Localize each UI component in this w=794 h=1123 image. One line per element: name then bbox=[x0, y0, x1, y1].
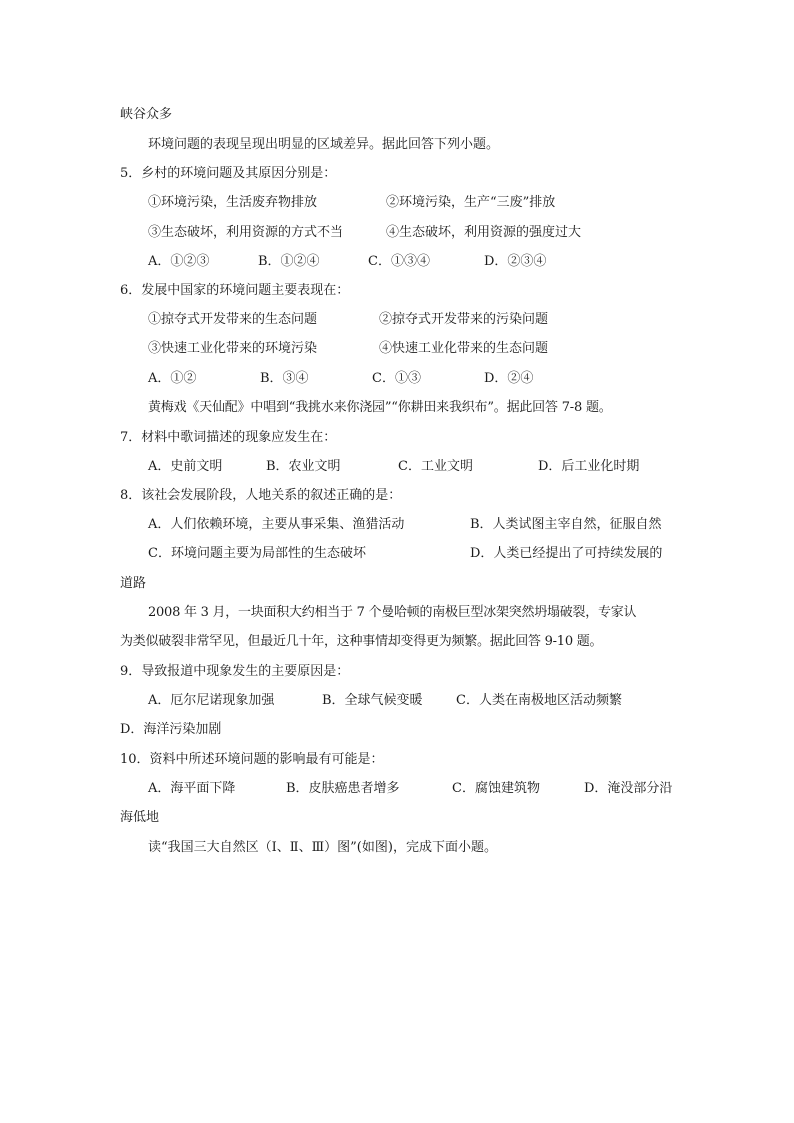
map-question-intro: 读“我国三大自然区（Ⅰ、Ⅱ、Ⅲ）图”(如图)，完成下面小题。 bbox=[148, 840, 497, 855]
q8-choice-d: D．人类已经提出了可持续发展的 bbox=[470, 546, 663, 561]
q7-choice-d: D．后工业化时期 bbox=[538, 459, 640, 474]
q10-choice-d-continued: 海低地 bbox=[120, 810, 160, 825]
q5-choice-b: B．①②④ bbox=[258, 254, 320, 269]
q6-choice-d: D．②④ bbox=[484, 371, 534, 386]
q6-choice-c: C．①③ bbox=[372, 371, 421, 386]
q5-choice-a: A．①②③ bbox=[148, 254, 210, 269]
q8-choice-d-continued: 道路 bbox=[120, 576, 147, 591]
question-6: 6．发展中国家的环境问题主要表现在： bbox=[120, 283, 350, 298]
q8-choice-b: B．人类试图主宰自然，征服自然 bbox=[470, 517, 662, 532]
q9-choice-c: C．人类在南极地区活动频繁 bbox=[456, 693, 622, 708]
q9-choice-a: A．厄尔尼诺现象加强 bbox=[148, 693, 275, 708]
q5-choice-c: C．①③④ bbox=[368, 254, 430, 269]
q7-choice-b: B．农业文明 bbox=[266, 459, 341, 474]
question-5: 5．乡村的环境问题及其原因分别是： bbox=[120, 166, 337, 181]
q5-choice-d: D．②③④ bbox=[484, 254, 547, 269]
intro-paragraph: 环境问题的表现呈现出明显的区域差异。据此回答下列小题。 bbox=[148, 137, 500, 152]
text-line: 峡谷众多 bbox=[120, 107, 173, 122]
q8-choice-a: A．人们依赖环境，主要从事采集、渔猎活动 bbox=[148, 517, 405, 532]
intro-7-8: 黄梅戏《天仙配》中唱到“我挑水来你浇园”“你耕田来我织布”。据此回答 7-8 题。 bbox=[148, 400, 612, 415]
q6-option-3: ③快速工业化带来的环境污染 bbox=[148, 341, 318, 356]
q6-option-2: ②掠夺式开发带来的污染问题 bbox=[379, 312, 549, 327]
q10-choice-a: A．海平面下降 bbox=[148, 781, 236, 796]
q8-choice-c: C．环境问题主要为局部性的生态破坏 bbox=[148, 546, 366, 561]
question-8: 8．该社会发展阶段，人地关系的叙述正确的是： bbox=[120, 488, 402, 503]
q10-choice-d: D．淹没部分沿 bbox=[584, 781, 673, 796]
q7-choice-c: C．工业文明 bbox=[398, 459, 473, 474]
q6-option-4: ④快速工业化带来的生态问题 bbox=[379, 341, 549, 356]
q7-choice-a: A．史前文明 bbox=[148, 459, 223, 474]
q10-choice-b: B．皮肤癌患者增多 bbox=[286, 781, 400, 796]
q9-choice-d: D．海洋污染加剧 bbox=[120, 722, 222, 737]
intro-9-10-line-1: 2008 年 3 月，一块面积大约相当于 7 个曼哈顿的南极巨型冰架突然坍塌破裂，专家认 bbox=[148, 605, 637, 620]
q6-choice-a: A．①② bbox=[148, 371, 197, 386]
q6-choice-b: B．③④ bbox=[260, 371, 309, 386]
q10-choice-c: C．腐蚀建筑物 bbox=[452, 781, 540, 796]
q9-choice-b: B．全球气候变暖 bbox=[322, 693, 423, 708]
question-9: 9．导致报道中现象发生的主要原因是： bbox=[120, 664, 350, 679]
intro-9-10-line-2: 为类似破裂非常罕见，但最近几十年，这种事情却变得更为频繁。据此回答 9-10 题。 bbox=[120, 634, 603, 649]
question-7: 7．材料中歌词描述的现象应发生在： bbox=[120, 430, 337, 445]
q5-option-2: ②环境污染，生产“三废”排放 bbox=[386, 195, 556, 210]
q5-option-4: ④生态破坏，利用资源的强度过大 bbox=[386, 225, 582, 240]
question-10: 10．资料中所述环境问题的影响最有可能是： bbox=[120, 752, 384, 767]
q5-option-3: ③生态破坏，利用资源的方式不当 bbox=[148, 225, 344, 240]
q6-option-1: ①掠夺式开发带来的生态问题 bbox=[148, 312, 318, 327]
q5-option-1: ①环境污染，生活废弃物排放 bbox=[148, 195, 318, 210]
